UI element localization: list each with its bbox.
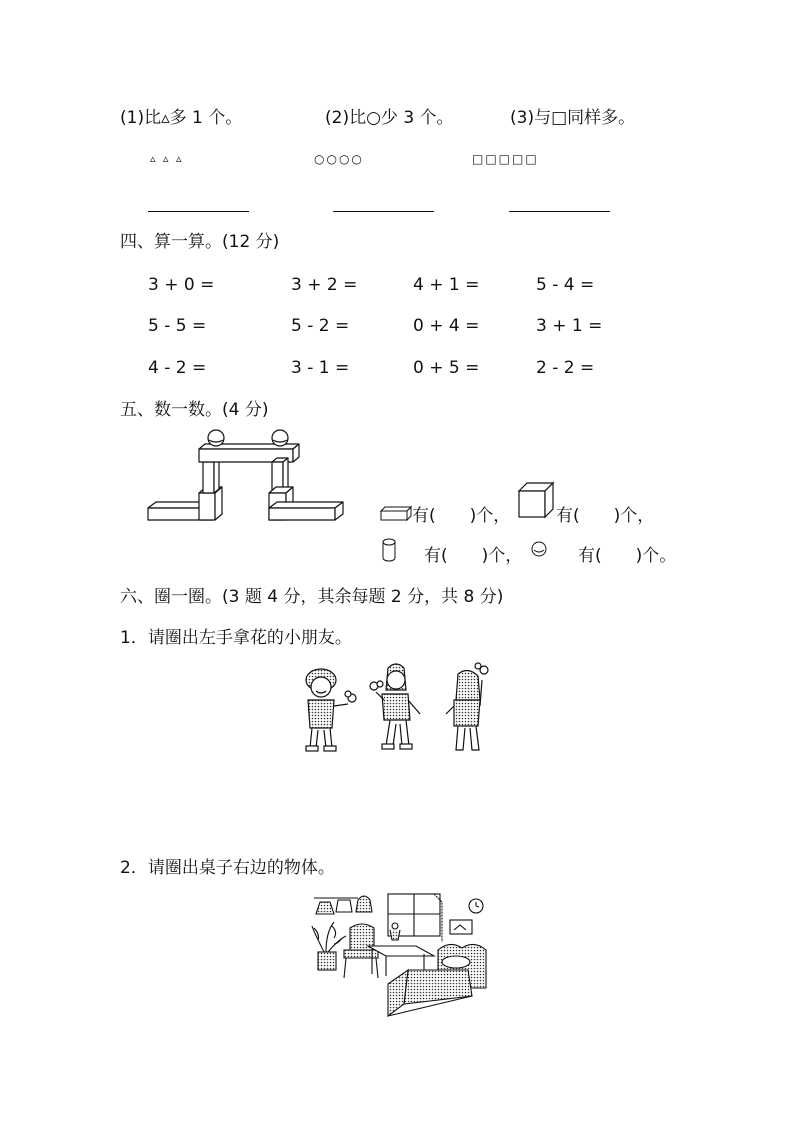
equation: 0 + 4 = bbox=[413, 316, 480, 336]
equation: 4 - 2 = bbox=[148, 358, 207, 378]
cuboid-icon bbox=[380, 506, 412, 522]
child-3[interactable] bbox=[446, 663, 488, 750]
chair[interactable] bbox=[344, 924, 378, 978]
compare-question-2: (2)比○少 3 个。 bbox=[325, 108, 454, 128]
section-4-title: 四、算一算。(12 分) bbox=[120, 232, 280, 252]
child-2[interactable] bbox=[370, 664, 420, 749]
equation: 3 + 0 = bbox=[148, 275, 215, 295]
picture-frame[interactable] bbox=[450, 920, 472, 934]
equation: 5 - 2 = bbox=[291, 316, 350, 336]
sphere-count-text[interactable]: 有( )个。 bbox=[578, 546, 677, 566]
triangle-shapes: ▵ ▵ ▵ bbox=[150, 152, 184, 165]
cylinder-icon bbox=[382, 538, 398, 562]
question-6-2: 2．请圈出桌子右边的物体。 bbox=[120, 858, 335, 878]
equation: 3 + 1 = bbox=[536, 316, 603, 336]
section-5-title: 五、数一数。(4 分) bbox=[120, 400, 269, 420]
equation: 2 - 2 = bbox=[536, 358, 595, 378]
compare-question-3: (3)与□同样多。 bbox=[510, 108, 636, 128]
square-shapes: □□□□□ bbox=[472, 152, 539, 166]
sphere-icon bbox=[531, 541, 549, 559]
compare-question-1: (1)比▵多 1 个。 bbox=[120, 108, 243, 128]
cube-count-text[interactable]: 有( )个， bbox=[556, 506, 655, 526]
cylinder-count-text[interactable]: 有( )个， bbox=[424, 546, 523, 566]
equation: 0 + 5 = bbox=[413, 358, 480, 378]
cuboid-count-text[interactable]: 有( )个， bbox=[412, 506, 511, 526]
equation: 3 + 2 = bbox=[291, 275, 358, 295]
section-6-title: 六、圈一圈。(3 题 4 分，其余每题 2 分，共 8 分) bbox=[120, 587, 504, 607]
equation: 3 - 1 = bbox=[291, 358, 350, 378]
equation: 4 + 1 = bbox=[413, 275, 480, 295]
cube-icon bbox=[518, 482, 556, 520]
room-illustration bbox=[308, 892, 492, 1020]
child-1[interactable] bbox=[306, 669, 356, 751]
circle-shapes: ○○○○ bbox=[314, 152, 364, 166]
equation: 5 - 5 = bbox=[148, 316, 207, 336]
equation: 5 - 4 = bbox=[536, 275, 595, 295]
plant[interactable] bbox=[312, 922, 346, 970]
children-with-flowers-illustration bbox=[296, 660, 500, 760]
question-6-1: 1．请圈出左手拿花的小朋友。 bbox=[120, 628, 352, 648]
